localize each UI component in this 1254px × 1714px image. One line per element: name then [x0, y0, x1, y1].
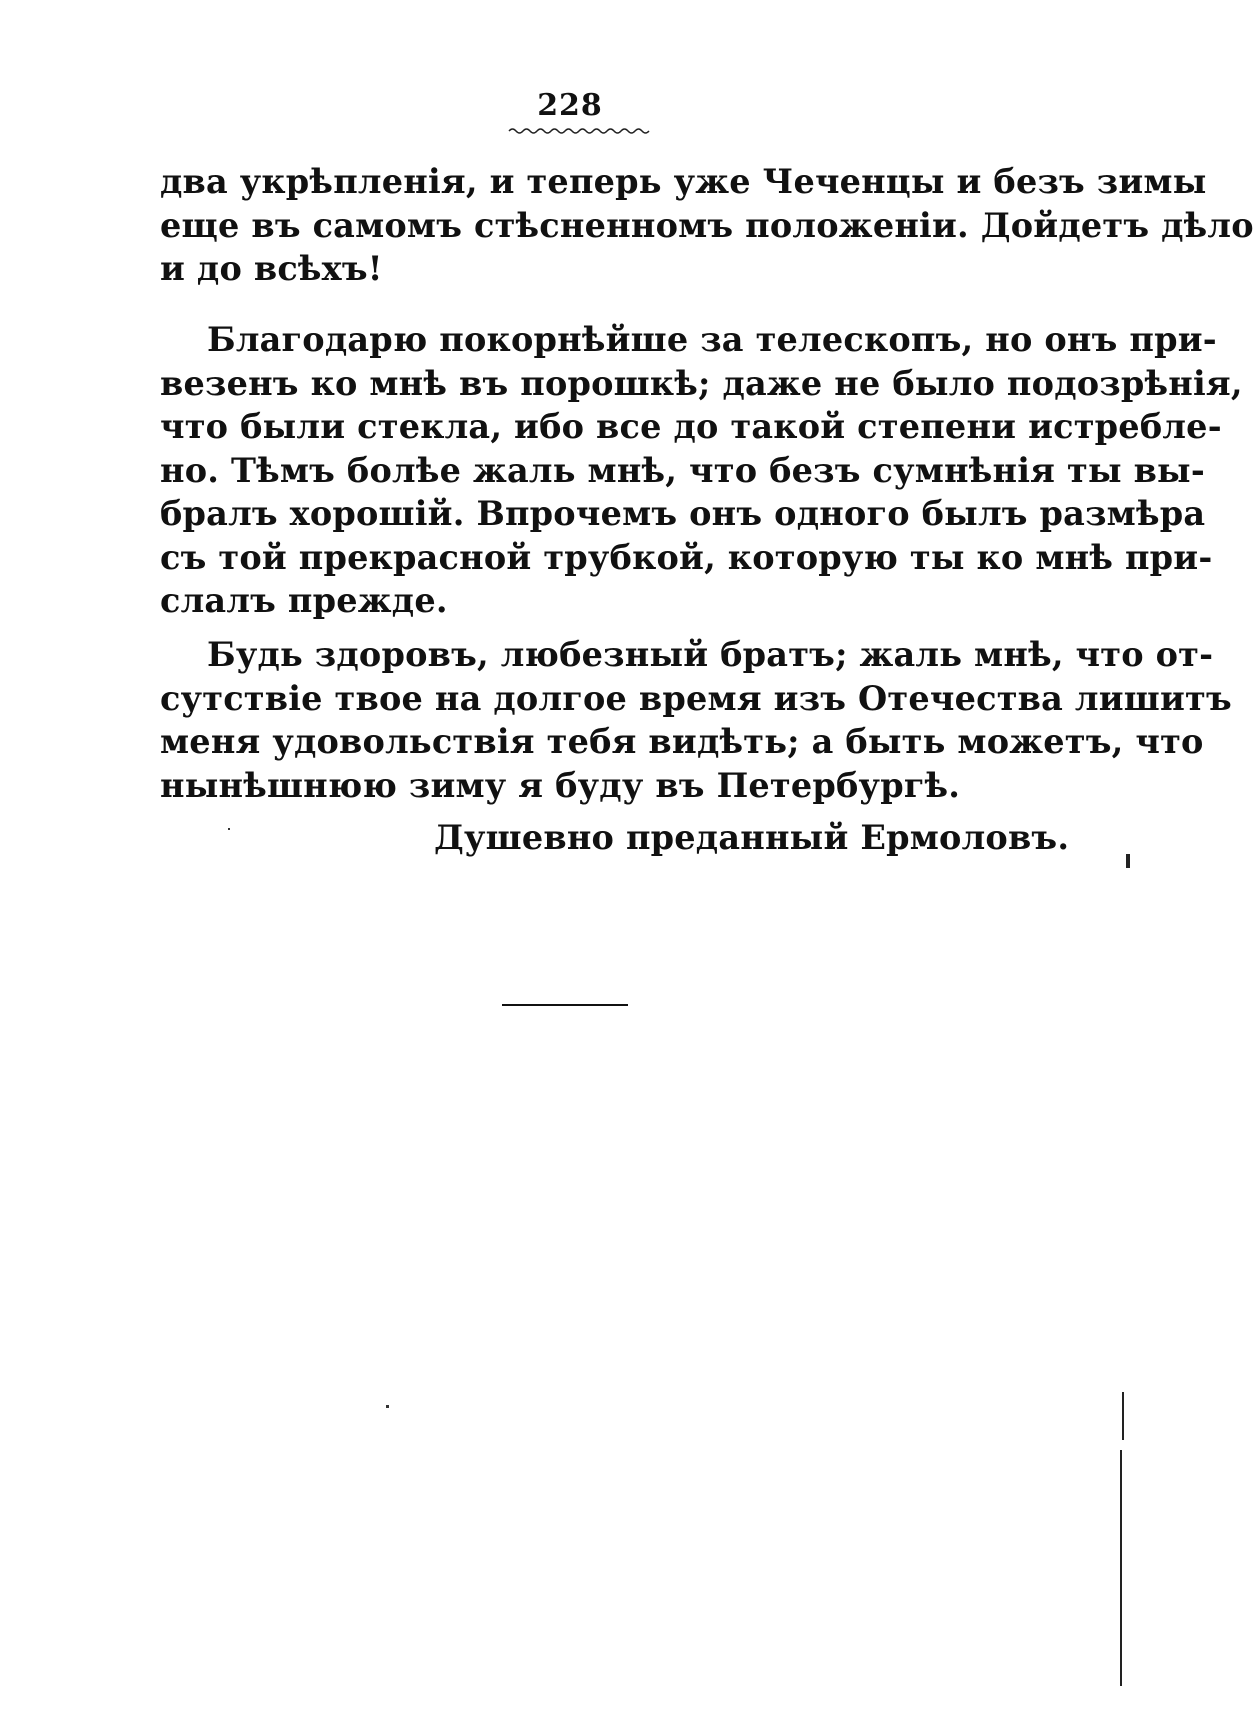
- scan-edge-mark: [1122, 1392, 1124, 1440]
- scan-edge-mark: [1120, 1450, 1122, 1686]
- page-number: 228: [537, 88, 603, 123]
- paragraph-line: Благодарю покорнѣйше за телескопъ, но онъ при-: [207, 320, 1217, 359]
- end-rule: [502, 1004, 628, 1006]
- paragraph-line: съ той прекрасной трубкой, которую ты ко мнѣ при-: [160, 537, 1213, 577]
- paragraph-line: что были стекла, ибо все до такой степени истребле-: [160, 407, 1222, 446]
- paragraph-2: [160, 318, 1243, 623]
- paragraph-line: два укрѣпленія, и теперь уже Чеченцы и безъ зимы: [160, 162, 1207, 201]
- paragraph-line: но. Тѣмъ болѣе жаль мнѣ, что безъ сумнѣнія ты вы-: [160, 450, 1205, 490]
- paragraph-line: меня удовольствія тебя видѣть; а быть можетъ, что: [160, 722, 1204, 761]
- paragraph-line: сутствіе твое на долгое время изъ Отечества лишитъ: [160, 678, 1232, 718]
- scan-speck: [386, 1405, 389, 1408]
- scan-edge-mark: [1126, 854, 1130, 868]
- scan-speck: [228, 828, 230, 830]
- paragraph-line: везенъ ко мнѣ въ порошкѣ; даже не было подозрѣнія,: [160, 363, 1243, 403]
- paragraph-line: бралъ хорошій. Впрочемъ онъ одного былъ размѣра: [160, 494, 1206, 533]
- paragraph-line: Будь здоровъ, любезный братъ; жаль мнѣ, что от-: [207, 635, 1214, 674]
- paragraph-line: еще въ самомъ стѣсненномъ положеніи. Дойдетъ дѣло: [160, 205, 1254, 245]
- paragraph-line: нынѣшнюю зиму я буду въ Петербургѣ.: [160, 765, 961, 805]
- signature: Душевно преданный Ермоловъ.: [434, 818, 1070, 857]
- paragraph-1: [160, 160, 1254, 291]
- page-number-ornament: [509, 126, 649, 136]
- paragraph-line: слалъ прежде.: [160, 581, 448, 620]
- paragraph-line: и до всѣхъ!: [160, 249, 383, 288]
- paragraph-3: [160, 633, 1232, 807]
